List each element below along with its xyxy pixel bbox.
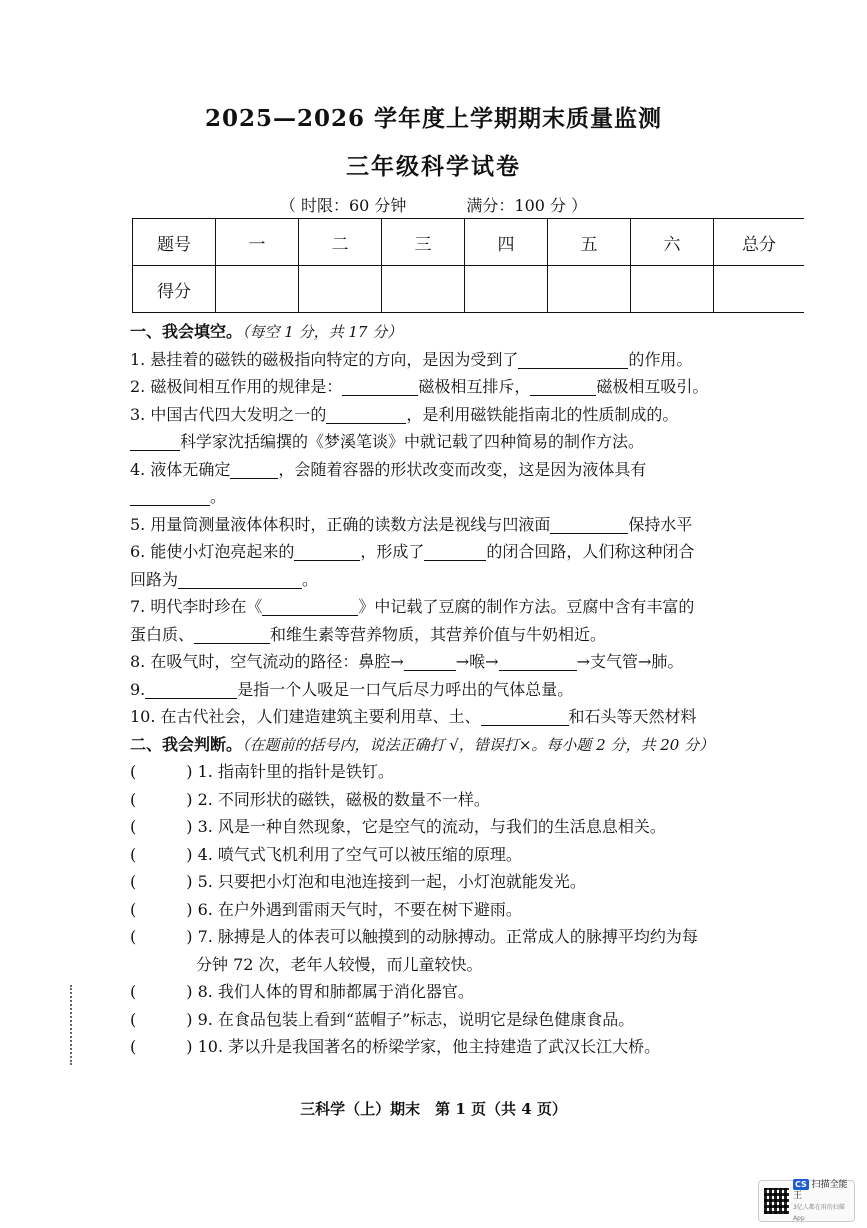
q2-text-end: 磁极相互吸引。 [596, 377, 709, 396]
q4-text-mid: ，会随着容器的形状改变而改变，这是因为液体具有 [278, 459, 647, 479]
score-cell-6[interactable] [631, 266, 714, 313]
question-6-cont [130, 566, 790, 594]
judge-open-paren: ( [130, 872, 137, 891]
question-8 [130, 648, 790, 676]
judge-open-paren: ( [130, 1009, 137, 1029]
cell-section-2: 二 [299, 219, 382, 266]
score-table [132, 218, 804, 313]
q6-blank-3[interactable] [178, 569, 302, 589]
q3-text: 3. 中国古代四大发明之一的 [130, 404, 327, 424]
q8-blank-2[interactable] [499, 651, 577, 671]
judge-text-7-cont: 分钟 72 次，老年人较慢，而儿童较快。 [196, 954, 483, 974]
subject-title: 三年级科学试卷 [346, 153, 521, 180]
q9-text: 是指一个人吸足一口气后尽力呼出的气体总量。 [237, 679, 574, 699]
question-10 [130, 703, 790, 731]
q6-blank-1[interactable] [294, 541, 360, 561]
q4-text-end: 。 [210, 487, 227, 506]
judge-item-7 [130, 923, 790, 951]
q7-text-cont: 蛋白质、 [130, 624, 195, 644]
judge-open-paren: ( [130, 1037, 137, 1056]
q4-blank-2[interactable] [130, 486, 210, 506]
q3-text-mid: ，是利用磁铁能指南北的性质制成的。 [406, 404, 679, 424]
page-footer: 三科学（上）期末 第 1 页（共 4 页） [300, 1100, 567, 1118]
question-5 [130, 511, 790, 539]
q10-blank[interactable] [481, 706, 569, 726]
q1-blank[interactable] [518, 349, 628, 369]
judge-item-2 [130, 786, 790, 814]
q7-text-end: 和维生素等营养物质，其营养价值与牛奶相近。 [270, 624, 607, 644]
q2-text-mid: 磁极相互排斥， [418, 377, 531, 396]
question-9 [130, 676, 790, 704]
q2-text: 2. 磁极间相互作用的规律是： [130, 377, 343, 396]
judge-text-6: ) 6. 在户外遇到雷雨天气时，不要在树下避雨。 [186, 899, 522, 919]
q3-text-end: 科学家沈括编撰的《梦溪笔谈》中就记载了四种简易的制作方法。 [180, 432, 645, 451]
q8-blank-1[interactable] [404, 651, 456, 671]
cell-section-3: 三 [382, 219, 465, 266]
score-table-header-row [133, 219, 805, 266]
score-cell-1[interactable] [216, 266, 299, 313]
q5-text: 5. 用量筒测量液体体积时，正确的读数方法是视线与凹液面 [130, 514, 551, 534]
q7-blank-1[interactable] [262, 596, 358, 616]
section1-title: 一、我会填空。 [130, 322, 243, 341]
time-limit: （ 时限：60 分钟 [279, 196, 407, 215]
judge-open-paren: ( [130, 927, 137, 946]
section2-note: （在题前的括号内，说法正确打 √，错误打×。每小题 2 分，共 20 分） [242, 735, 715, 754]
score-cell-4[interactable] [465, 266, 548, 313]
cell-section-6: 六 [631, 219, 714, 266]
q9-number: 9. [130, 679, 146, 699]
judge-text-8: ) 8. 我们人体的胃和肺都属于消化器官。 [186, 982, 474, 1001]
judge-text-7: ) 7. 脉搏是人的体表可以触摸到的动脉搏动。正常成人的脉搏平均约为每 [186, 927, 698, 946]
judge-open-paren: ( [130, 789, 137, 809]
q6-blank-2[interactable] [424, 541, 486, 561]
q1-text: 1. 悬挂着的磁铁的磁极指向特定的方向，是因为受到了 [130, 349, 519, 369]
judge-item-7-cont [130, 951, 790, 979]
judge-open-paren: ( [130, 844, 137, 864]
judge-item-8 [130, 978, 790, 1006]
q8-text-end: →支气管→肺。 [576, 652, 684, 671]
q7-text-mid: 》中记载了豆腐的制作方法。豆腐中含有丰富的 [358, 597, 695, 616]
judge-open-paren: ( [130, 982, 137, 1001]
q6-text: 6. 能使小灯泡亮起来的 [130, 542, 295, 561]
question-3 [130, 401, 790, 429]
q6-text-cont: 回路为 [130, 569, 179, 589]
q2-blank-2[interactable] [530, 376, 596, 396]
scanner-watermark [758, 1180, 855, 1222]
judge-text-9: ) 9. 在食品包装上看到“蓝帽子”标志，说明它是绿色健康食品。 [186, 1009, 635, 1029]
q2-blank-1[interactable] [342, 376, 418, 396]
question-1 [130, 346, 790, 374]
scanner-tagline: 3亿人都在用的扫描App [792, 1203, 845, 1222]
judge-item-3 [130, 813, 790, 841]
score-cell-total[interactable] [714, 266, 805, 313]
exam-info [0, 193, 867, 216]
judge-text-2: ) 2. 不同形状的磁铁，磁极的数量不一样。 [186, 789, 490, 809]
score-cell-5[interactable] [548, 266, 631, 313]
q10-text-end: 和石头等天然材料 [568, 707, 697, 726]
judge-item-6 [130, 896, 790, 924]
q5-text-end: 保持水平 [628, 514, 693, 534]
q10-text: 10. 在古代社会，人们建造建筑主要利用草、土、 [130, 707, 481, 726]
question-4 [130, 456, 790, 484]
q4-blank-1[interactable] [230, 459, 278, 479]
qr-code-icon [764, 1188, 789, 1214]
q7-text: 7. 明代李时珍在《 [130, 597, 263, 616]
judge-open-paren: ( [130, 762, 137, 781]
q9-blank[interactable] [145, 679, 237, 699]
q3-blank-1[interactable] [326, 404, 406, 424]
q8-text: 8. 在吸气时，空气流动的路径：鼻腔→ [130, 652, 404, 671]
cell-section-1: 一 [216, 219, 299, 266]
section2-heading [130, 731, 790, 759]
score-cell-3[interactable] [382, 266, 465, 313]
judge-text-3: ) 3. 风是一种自然现象，它是空气的流动，与我们的生活息息相关。 [186, 817, 666, 836]
q6-text-mid2: 的闭合回路，人们称这种闭合 [486, 542, 695, 561]
judge-open-paren: ( [130, 899, 137, 919]
score-table-score-row [133, 266, 805, 313]
judge-open-paren: ( [130, 817, 137, 836]
section1-heading [130, 318, 790, 346]
question-4-cont [130, 483, 790, 511]
q1-text-end: 的作用。 [628, 349, 693, 369]
section1-note: （每空 1 分，共 17 分） [242, 323, 403, 341]
judge-item-4 [130, 841, 790, 869]
judge-text-4: ) 4. 喷气式飞机利用了空气可以被压缩的原理。 [186, 844, 522, 864]
cell-section-5: 五 [548, 219, 631, 266]
q6-text-mid: ，形成了 [360, 542, 425, 561]
cell-score-label: 得分 [133, 266, 216, 313]
question-2 [130, 373, 790, 401]
q5-blank[interactable] [550, 514, 628, 534]
q6-text-end: 。 [302, 569, 319, 589]
judge-item-1 [130, 758, 790, 786]
cell-question-number: 题号 [133, 219, 216, 266]
camscanner-logo-icon: CS [794, 1179, 807, 1189]
exam-body [130, 318, 790, 1061]
binding-dotted-line [70, 985, 74, 1065]
judge-item-5 [130, 868, 790, 896]
q8-text-mid: →喉→ [455, 652, 499, 671]
q3-blank-2[interactable] [130, 431, 180, 451]
question-7-cont [130, 621, 790, 649]
cell-section-4: 四 [465, 219, 548, 266]
section2-title: 二、我会判断。 [130, 734, 243, 754]
judge-text-10: ) 10. 茅以升是我国著名的桥梁学家，他主持建造了武汉长江大桥。 [186, 1037, 661, 1056]
exam-title: 2025—2026 学年度上学期期末质量监测 [204, 105, 663, 132]
judge-item-9 [130, 1006, 790, 1034]
q7-blank-2[interactable] [194, 624, 270, 644]
judge-item-10 [130, 1033, 790, 1061]
judge-text-1: ) 1. 指南针里的指针是铁钉。 [186, 762, 394, 781]
question-6 [130, 538, 790, 566]
scanner-brand [793, 1179, 854, 1224]
full-score: 满分：100 分 ） [466, 196, 588, 215]
q4-text: 4. 液体无确定 [130, 459, 231, 479]
score-cell-2[interactable] [299, 266, 382, 313]
question-3-cont [130, 428, 790, 456]
cell-total: 总分 [714, 219, 805, 266]
judge-text-5: ) 5. 只要把小灯泡和电池连接到一起，小灯泡就能发光。 [186, 872, 586, 891]
question-7 [130, 593, 790, 621]
scanner-name: 扫描全能王 [792, 1179, 848, 1201]
